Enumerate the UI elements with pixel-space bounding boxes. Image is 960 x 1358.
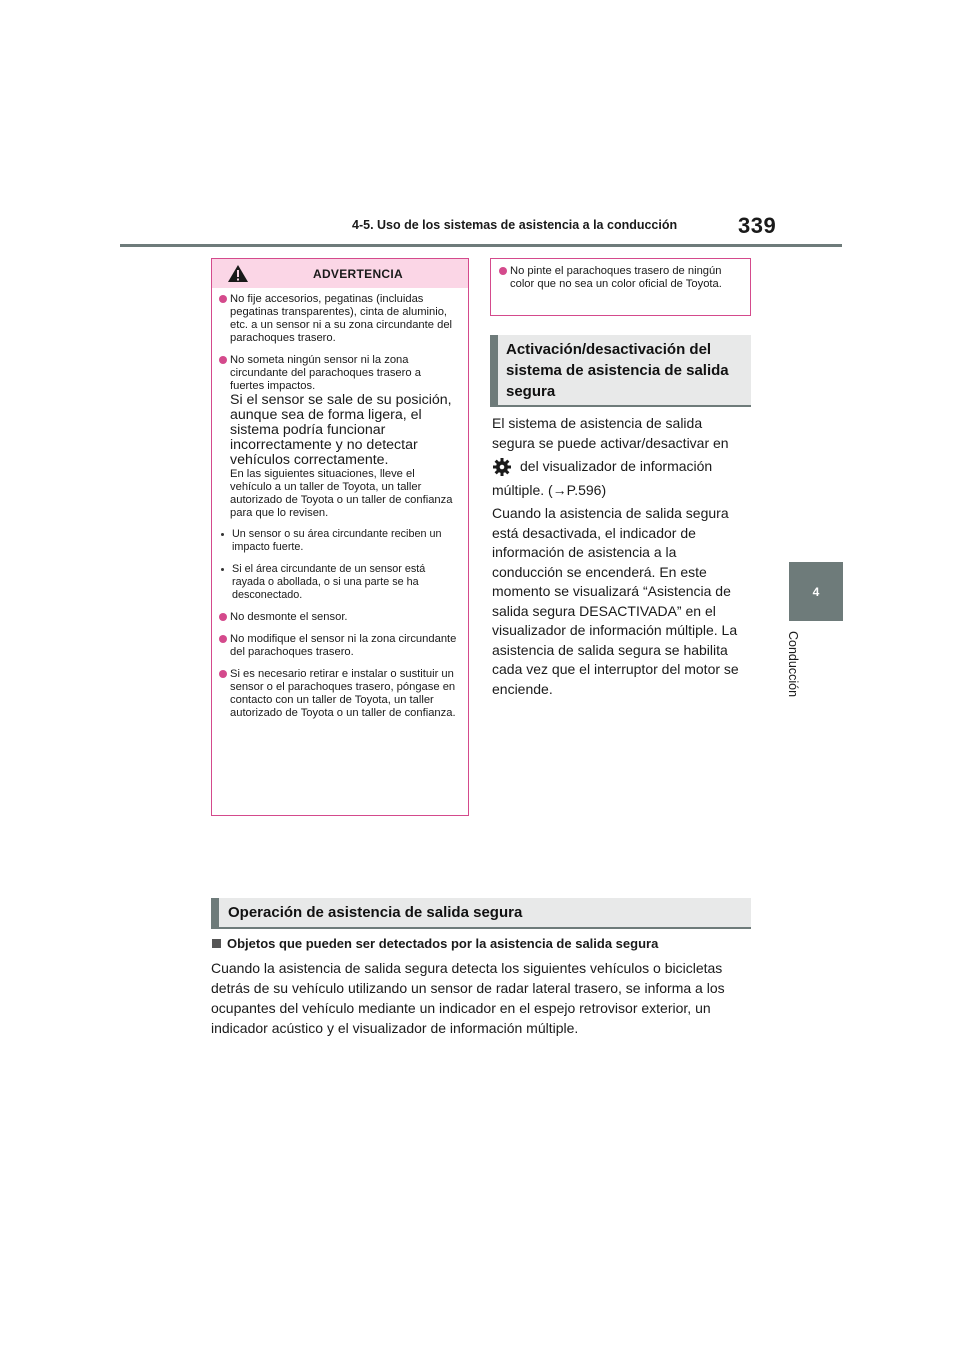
- warning-item-text: No fije accesorios, pegatinas (incluidas pegatinas transparentes), cinta de aluminio, etc. a un sensor ni a su zona circundante del parachoques trasero.: [230, 293, 453, 344]
- sub-bullet-icon: [221, 533, 224, 536]
- warning-item: [219, 293, 458, 345]
- warning-emphasis: Si el sensor se sale de su posición, aunque sea de forma ligera, el sistema podría funcionar incorrectamente y no detectar vehículos correctamente.: [230, 392, 452, 468]
- gear-instruction-text: del visualizador de información: [520, 458, 713, 475]
- activation-body: Cuando la asistencia de salida segura está desactivada, el indicador de información de asistencia a la conducción se encenderá. En este momento se visualizará “Asistencia de salida segura DESACTIVADA” en el visualizador de información múltiple. La asistencia de salida segura se habilita cada vez que el interruptor del motor se enciende.: [492, 505, 739, 697]
- operation-body: Cuando la asistencia de salida segura detecta los siguientes vehículos o bicicletas detrás de su vehículo utilizando un sensor de radar lateral trasero, se informa a los ocupantes del vehículo mediante un indicador en el espejo retrovisor exterior, un indicador acústico y el visualizador de información múltiple.: [211, 960, 725, 1036]
- gear-icon: [492, 457, 512, 477]
- operation-subheading-text: Objetos que pueden ser detectados por la asistencia de salida segura: [227, 936, 659, 951]
- warning-item: [219, 633, 458, 659]
- warning-instruction: En las siguientes situaciones, lleve el vehículo a un taller de Toyota, un taller autorizado de Toyota o un taller de confianza para que lo revisen.: [230, 468, 453, 519]
- warning-title: ADVERTENCIA: [313, 266, 403, 281]
- warning-item: [219, 668, 458, 720]
- warning-item-text: No desmonte el sensor.: [230, 611, 348, 623]
- section-heading-activation: Activación/desactivación del sistema de asistencia de salida segura: [490, 335, 751, 407]
- bullet-dot-icon: [219, 613, 227, 621]
- warning-item-text: No someta ningún sensor ni la zona circundante del parachoques trasero a fuertes impactos.: [230, 354, 421, 392]
- warning-item: [219, 354, 458, 520]
- warning-item: [219, 611, 458, 624]
- section-title: 4-5. Uso de los sistemas de asistencia a la conducción: [352, 218, 678, 232]
- warning-item-text: No modifique el sensor ni la zona circundante del parachoques trasero.: [230, 633, 457, 658]
- bullet-dot-icon: [219, 635, 227, 643]
- warning-sub-item-text: Si el área circundante de un sensor está rayada o abollada, o si una parte se ha desconectado.: [232, 563, 426, 601]
- warning-box: [211, 258, 469, 816]
- warning-body: [212, 288, 468, 720]
- gear-instruction-line: [492, 457, 748, 477]
- activation-intro: El sistema de asistencia de salida segura se puede activar/desactivar en: [492, 415, 729, 451]
- chapter-tab[interactable]: [789, 562, 843, 621]
- bullet-dot-icon: [219, 670, 227, 678]
- chapter-name-vertical: [780, 631, 810, 703]
- sub-bullet-icon: [221, 568, 224, 571]
- operation-subheading: [211, 936, 771, 951]
- square-bullet-icon: [212, 939, 221, 948]
- page-number: 339: [738, 213, 777, 238]
- bullet-dot-icon: [499, 267, 507, 275]
- section-heading-operation: Operación de asistencia de salida segura: [211, 898, 751, 929]
- activation-page-ref[interactable]: múltiple. (→P.596): [492, 482, 607, 498]
- warning-header: [212, 259, 468, 288]
- warning-item-text: Si es necesario retirar e instalar o sustituir un sensor o el parachoques trasero, póngase en contacto con un taller de Toyota, un taller autorizado de Toyota o un taller de confianza.: [230, 668, 456, 719]
- chapter-number: 4: [812, 584, 820, 599]
- warning-sub-item: [219, 528, 458, 554]
- warning-sub-item-text: Un sensor o su área circundante reciben un impacto fuerte.: [232, 528, 442, 553]
- bullet-dot-icon: [219, 356, 227, 364]
- warning-item-text: No pinte el parachoques trasero de ningún color que no sea un color oficial de Toyota.: [510, 265, 722, 290]
- chapter-name: Conducción: [786, 631, 800, 698]
- header-rule: [120, 244, 842, 247]
- warning-triangle-icon: [227, 264, 249, 283]
- warning-item: [499, 265, 742, 291]
- warning-continuation-box: [490, 258, 751, 316]
- bullet-dot-icon: [219, 295, 227, 303]
- warning-sub-item: [219, 563, 458, 602]
